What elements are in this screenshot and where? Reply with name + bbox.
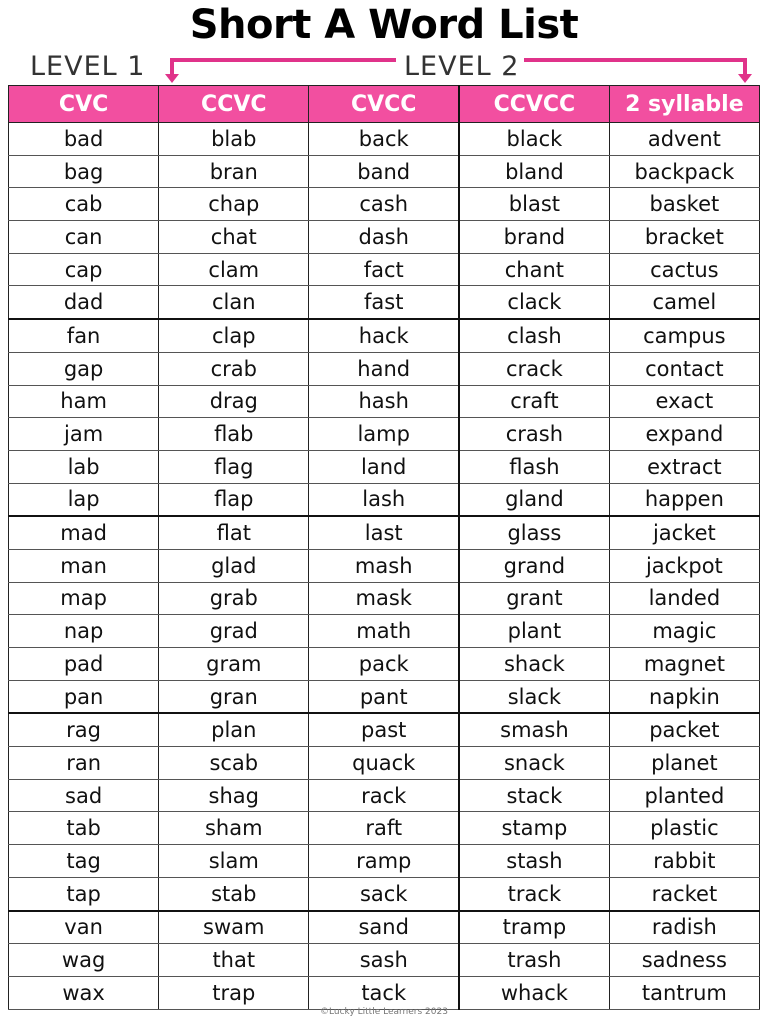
- word-cell-cvc: wag: [9, 944, 159, 977]
- table-row: [9, 188, 760, 221]
- word-cell-ccvcc: grant: [459, 582, 609, 615]
- table-row: [9, 549, 760, 582]
- table-row: [9, 483, 760, 516]
- table-row: [9, 648, 760, 681]
- word-cell-2-syllable: exact: [609, 385, 759, 418]
- word-cell-2-syllable: tantrum: [609, 976, 759, 1009]
- table-row: [9, 516, 760, 549]
- table-row: [9, 779, 760, 812]
- word-cell-2-syllable: campus: [609, 319, 759, 352]
- level-row: [0, 48, 768, 86]
- word-cell-ccvc: shag: [159, 779, 309, 812]
- word-cell-2-syllable: extract: [609, 450, 759, 483]
- word-cell-cvcc: raft: [309, 812, 459, 845]
- word-cell-ccvcc: clack: [459, 286, 609, 319]
- table-row: [9, 123, 760, 156]
- word-cell-ccvc: slam: [159, 845, 309, 878]
- word-cell-ccvc: flap: [159, 483, 309, 516]
- word-cell-ccvcc: crash: [459, 418, 609, 451]
- word-cell-cvc: bag: [9, 155, 159, 188]
- word-cell-cvcc: sash: [309, 944, 459, 977]
- copyright-footer: ©Lucky Little Learners 2023: [320, 1007, 448, 1017]
- word-cell-cvc: can: [9, 221, 159, 254]
- level-arrows: [0, 48, 768, 86]
- word-cell-2-syllable: contact: [609, 352, 759, 385]
- table-row: [9, 911, 760, 944]
- word-cell-cvcc: hash: [309, 385, 459, 418]
- word-cell-cvcc: back: [309, 123, 459, 156]
- page-title: Short A Word List: [189, 2, 579, 48]
- word-cell-ccvcc: tramp: [459, 911, 609, 944]
- word-cell-2-syllable: advent: [609, 123, 759, 156]
- word-cell-cvcc: hack: [309, 319, 459, 352]
- word-cell-2-syllable: happen: [609, 483, 759, 516]
- word-cell-ccvcc: blast: [459, 188, 609, 221]
- word-cell-cvc: dad: [9, 286, 159, 319]
- word-cell-cvc: cap: [9, 253, 159, 286]
- word-cell-2-syllable: planted: [609, 779, 759, 812]
- table-row: [9, 976, 760, 1009]
- word-cell-ccvcc: stamp: [459, 812, 609, 845]
- word-cell-ccvcc: bland: [459, 155, 609, 188]
- word-cell-ccvc: flag: [159, 450, 309, 483]
- word-cell-ccvcc: craft: [459, 385, 609, 418]
- word-cell-cvc: tap: [9, 877, 159, 910]
- word-cell-cvc: tag: [9, 845, 159, 878]
- word-cell-cvc: pad: [9, 648, 159, 681]
- table-row: [9, 845, 760, 878]
- word-cell-2-syllable: landed: [609, 582, 759, 615]
- word-cell-ccvcc: snack: [459, 747, 609, 780]
- word-cell-ccvc: drag: [159, 385, 309, 418]
- level-1-label: LEVEL 1: [30, 51, 146, 82]
- word-cell-ccvc: clam: [159, 253, 309, 286]
- word-cell-cvcc: tack: [309, 976, 459, 1009]
- word-cell-cvc: van: [9, 911, 159, 944]
- word-cell-ccvcc: flash: [459, 450, 609, 483]
- word-cell-ccvc: clan: [159, 286, 309, 319]
- table-row: [9, 221, 760, 254]
- word-cell-ccvcc: grand: [459, 549, 609, 582]
- word-cell-ccvcc: shack: [459, 648, 609, 681]
- column-header-ccvc: CCVC: [159, 86, 309, 123]
- word-cell-cvcc: sack: [309, 877, 459, 910]
- word-cell-cvc: pan: [9, 680, 159, 713]
- word-cell-cvcc: sand: [309, 911, 459, 944]
- word-cell-cvc: map: [9, 582, 159, 615]
- word-cell-ccvcc: clash: [459, 319, 609, 352]
- word-cell-cvc: lab: [9, 450, 159, 483]
- word-cell-cvcc: mash: [309, 549, 459, 582]
- word-cell-ccvc: bran: [159, 155, 309, 188]
- word-cell-ccvc: gram: [159, 648, 309, 681]
- word-list-body: [9, 123, 760, 1010]
- table-row: [9, 877, 760, 910]
- word-cell-cvcc: dash: [309, 221, 459, 254]
- word-cell-ccvc: clap: [159, 319, 309, 352]
- word-cell-ccvcc: stash: [459, 845, 609, 878]
- word-cell-ccvc: chap: [159, 188, 309, 221]
- word-cell-ccvc: glad: [159, 549, 309, 582]
- word-cell-ccvcc: glass: [459, 516, 609, 549]
- word-cell-cvc: man: [9, 549, 159, 582]
- word-cell-cvcc: lamp: [309, 418, 459, 451]
- word-cell-ccvcc: brand: [459, 221, 609, 254]
- word-cell-ccvc: gran: [159, 680, 309, 713]
- word-cell-cvcc: fact: [309, 253, 459, 286]
- column-header-cvcc: CVCC: [309, 86, 459, 123]
- word-cell-ccvc: scab: [159, 747, 309, 780]
- word-cell-cvcc: hand: [309, 352, 459, 385]
- word-cell-ccvcc: plant: [459, 615, 609, 648]
- word-cell-ccvcc: black: [459, 123, 609, 156]
- word-cell-cvcc: lash: [309, 483, 459, 516]
- header-row: [9, 86, 760, 123]
- word-cell-ccvcc: track: [459, 877, 609, 910]
- word-cell-cvc: tab: [9, 812, 159, 845]
- table-row: [9, 713, 760, 746]
- word-cell-ccvc: flat: [159, 516, 309, 549]
- word-cell-ccvc: stab: [159, 877, 309, 910]
- word-cell-2-syllable: cactus: [609, 253, 759, 286]
- table-row: [9, 418, 760, 451]
- word-cell-ccvc: grab: [159, 582, 309, 615]
- word-cell-cvcc: quack: [309, 747, 459, 780]
- word-cell-2-syllable: magic: [609, 615, 759, 648]
- word-cell-2-syllable: plastic: [609, 812, 759, 845]
- word-list-table-wrap: [8, 85, 760, 1010]
- word-cell-cvcc: last: [309, 516, 459, 549]
- word-cell-ccvcc: slack: [459, 680, 609, 713]
- word-cell-ccvc: chat: [159, 221, 309, 254]
- column-header-2-syllable: 2 syllable: [609, 86, 759, 123]
- word-cell-2-syllable: bracket: [609, 221, 759, 254]
- word-cell-2-syllable: expand: [609, 418, 759, 451]
- word-cell-ccvcc: gland: [459, 483, 609, 516]
- column-header-ccvcc: CCVCC: [459, 86, 609, 123]
- word-cell-cvc: gap: [9, 352, 159, 385]
- table-row: [9, 615, 760, 648]
- word-cell-cvcc: past: [309, 713, 459, 746]
- word-cell-cvcc: band: [309, 155, 459, 188]
- word-cell-ccvc: swam: [159, 911, 309, 944]
- word-cell-ccvc: crab: [159, 352, 309, 385]
- word-cell-2-syllable: planet: [609, 747, 759, 780]
- word-cell-cvc: ham: [9, 385, 159, 418]
- word-cell-ccvc: trap: [159, 976, 309, 1009]
- word-cell-cvcc: pant: [309, 680, 459, 713]
- level-2-left-arrow-icon: [165, 60, 396, 83]
- word-cell-ccvcc: whack: [459, 976, 609, 1009]
- word-cell-cvcc: math: [309, 615, 459, 648]
- word-cell-cvcc: ramp: [309, 845, 459, 878]
- word-cell-ccvcc: stack: [459, 779, 609, 812]
- word-cell-ccvcc: crack: [459, 352, 609, 385]
- word-cell-cvc: rag: [9, 713, 159, 746]
- word-cell-ccvcc: trash: [459, 944, 609, 977]
- word-cell-2-syllable: magnet: [609, 648, 759, 681]
- word-cell-2-syllable: napkin: [609, 680, 759, 713]
- word-cell-ccvc: grad: [159, 615, 309, 648]
- table-row: [9, 582, 760, 615]
- level-2-right-arrow-icon: [524, 60, 752, 83]
- table-row: [9, 747, 760, 780]
- word-cell-cvc: sad: [9, 779, 159, 812]
- word-cell-cvcc: cash: [309, 188, 459, 221]
- table-row: [9, 286, 760, 319]
- table-row: [9, 812, 760, 845]
- table-row: [9, 155, 760, 188]
- word-cell-ccvc: flab: [159, 418, 309, 451]
- word-cell-2-syllable: packet: [609, 713, 759, 746]
- word-cell-2-syllable: basket: [609, 188, 759, 221]
- word-cell-ccvc: plan: [159, 713, 309, 746]
- table-row: [9, 352, 760, 385]
- word-cell-ccvc: that: [159, 944, 309, 977]
- word-cell-cvc: nap: [9, 615, 159, 648]
- word-cell-cvc: fan: [9, 319, 159, 352]
- word-cell-cvc: bad: [9, 123, 159, 156]
- word-cell-cvcc: rack: [309, 779, 459, 812]
- word-cell-cvc: cab: [9, 188, 159, 221]
- table-row: [9, 450, 760, 483]
- table-row: [9, 253, 760, 286]
- word-cell-cvcc: pack: [309, 648, 459, 681]
- word-cell-2-syllable: jacket: [609, 516, 759, 549]
- table-row: [9, 319, 760, 352]
- word-cell-2-syllable: rabbit: [609, 845, 759, 878]
- table-row: [9, 680, 760, 713]
- word-cell-ccvcc: chant: [459, 253, 609, 286]
- word-cell-2-syllable: backpack: [609, 155, 759, 188]
- word-cell-cvc: lap: [9, 483, 159, 516]
- word-cell-cvcc: land: [309, 450, 459, 483]
- word-cell-2-syllable: racket: [609, 877, 759, 910]
- word-cell-cvcc: mask: [309, 582, 459, 615]
- level-2-label: LEVEL 2: [404, 51, 520, 82]
- column-header-cvc: CVC: [9, 86, 159, 123]
- word-cell-cvcc: fast: [309, 286, 459, 319]
- word-cell-ccvc: sham: [159, 812, 309, 845]
- table-row: [9, 944, 760, 977]
- word-cell-ccvc: blab: [159, 123, 309, 156]
- word-cell-cvc: ran: [9, 747, 159, 780]
- word-cell-2-syllable: camel: [609, 286, 759, 319]
- word-cell-cvc: jam: [9, 418, 159, 451]
- word-cell-ccvcc: smash: [459, 713, 609, 746]
- word-cell-2-syllable: sadness: [609, 944, 759, 977]
- word-cell-2-syllable: radish: [609, 911, 759, 944]
- word-cell-cvc: wax: [9, 976, 159, 1009]
- word-cell-cvc: mad: [9, 516, 159, 549]
- word-cell-2-syllable: jackpot: [609, 549, 759, 582]
- table-row: [9, 385, 760, 418]
- word-list-table: [8, 85, 760, 1010]
